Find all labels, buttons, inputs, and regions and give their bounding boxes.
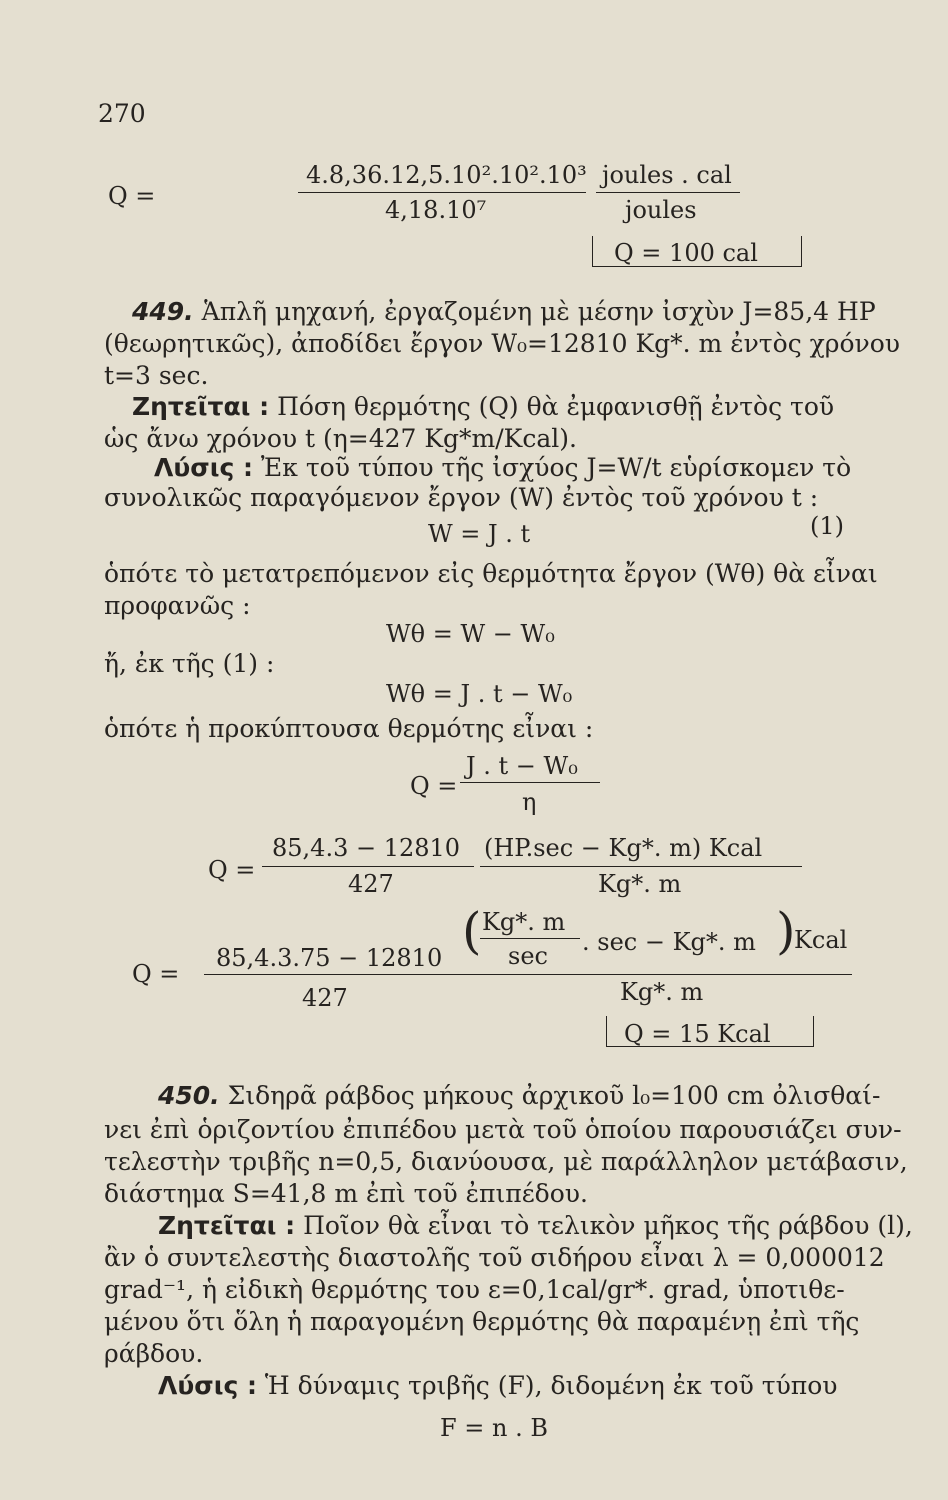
text-a-line-1: ὁπότε τὸ μετατρεπόμενον εἰς θερμότητα ἔργον (Wθ) θὰ εἶναι [104, 559, 878, 588]
equation-1: W = J . t [428, 520, 531, 548]
zitite-449-line-1 [132, 393, 834, 420]
problem-450-line-2: νει ἐπὶ ὁριζοντίου ἐπιπέδου μετὰ τοῦ ὁποίου παρουσιάζει συν- [104, 1115, 902, 1144]
text-c: ὁπότε ἡ προκύπτουσα θερμότης εἶναι : [104, 714, 594, 743]
zitite-450-text: Ποῖον θὰ εἶναι τὸ τελικὸν μῆκος τῆς ράβδου (l), [303, 1211, 913, 1240]
lysis-449-line-1 [154, 454, 851, 481]
zitite-449-text: Πόση θερμότης (Q) θὰ ἐμφανισθῇ ἐντὸς τοῦ [277, 392, 835, 421]
equation-5-unit-numerator: (HP.sec − Kg*. m) Kcal [484, 834, 763, 862]
zitite-450-line-1 [158, 1212, 913, 1239]
equation-6-right-paren: ) [776, 902, 796, 960]
lysis-label-450: Λύσις : [158, 1371, 257, 1400]
top-calc-numerator: 4.8,36.12,5.10².10².10³ [306, 161, 587, 189]
problem-449-text: Ἁπλῆ μηχανή, ἐργαζομένη μὲ μέσην ἰσχὺν J=85,4 HP [201, 297, 876, 326]
equation-5-lhs: Q = [208, 856, 256, 884]
zitite-450-line-5: ράβδου. [104, 1339, 204, 1368]
zitite-450-line-2: ἂν ὁ συντελεστὴς διαστολῆς τοῦ σιδήρου εἶναι λ = 0,000012 [104, 1243, 885, 1272]
lysis-450-line [158, 1372, 837, 1399]
equation-6-inner-numerator: Kg*. m [482, 908, 566, 936]
equation-4-lhs: Q = [410, 772, 458, 800]
result-100-cal: Q = 100 cal [614, 239, 758, 267]
equation-6-inner-bar [480, 938, 580, 939]
equation-4-bar [460, 782, 600, 783]
equation-5-unit-bar [480, 866, 802, 867]
equation-6-inner-denominator: sec [508, 942, 548, 970]
top-calc-unit-bar [596, 192, 740, 193]
top-calc-lhs: Q = [108, 182, 156, 210]
problem-450-line-3: τελεστὴν τριβῆς n=0,5, διανύουσα, μὲ παράλληλον μετάβασιν, [104, 1147, 908, 1176]
zitite-450-line-3: grad⁻¹, ἡ εἰδικὴ θερμότης του ε=0,1cal/gr*. grad, ὑποτιθε- [104, 1275, 845, 1304]
problem-450-line-1 [158, 1082, 880, 1109]
lysis-450-text: Ἡ δύναμις τριβῆς (F), διδομένη ἐκ τοῦ τύπου [264, 1371, 838, 1400]
zitite-450-line-4: μένου ὅτι ὅλη ἡ παραγομένη θερμότης θὰ παραμένῃ ἐπὶ τῆς [104, 1307, 860, 1336]
problem-449-line-3: t=3 sec. [104, 361, 209, 390]
equation-4-denominator: η [522, 788, 537, 816]
equation-6-numerator: 85,4.3.75 − 12810 [216, 944, 443, 972]
equation-6-rest: . sec − Kg*. m [582, 928, 756, 956]
equation-6-lhs: Q = [132, 960, 180, 988]
zitite-449-line-2: ὡς ἄνω χρόνου t (η=427 Kg*m/Kcal). [104, 424, 577, 453]
equation-5-denominator: 427 [348, 870, 394, 898]
equation-2: Wθ = W − W₀ [386, 620, 555, 648]
top-calc-unit-numerator: joules . cal [602, 161, 732, 189]
top-calc-fraction-bar [298, 192, 586, 193]
problem-450-number: 450. [158, 1081, 220, 1110]
equation-friction: F = n . B [440, 1414, 548, 1442]
equation-3: Wθ = J . t − W₀ [386, 680, 573, 708]
equation-1-tag: (1) [810, 512, 844, 540]
equation-6-bar [204, 974, 852, 975]
lysis-449-line-2: συνολικῶς παραγόμενον ἔργον (W) ἐντὸς τοῦ χρόνου t : [104, 483, 819, 512]
result-15-kcal: Q = 15 Kcal [624, 1020, 771, 1048]
text-b: ἤ, ἐκ τῆς (1) : [104, 649, 275, 678]
zitite-label: Ζητεῖται : [132, 392, 270, 421]
top-calc-denominator: 4,18.10⁷ [385, 196, 487, 224]
problem-449-line-1 [132, 298, 876, 325]
equation-5-unit-denominator: Kg*. m [598, 870, 682, 898]
equation-6-kcal: Kcal [794, 926, 848, 954]
text-a-line-2: προφανῶς : [104, 591, 251, 620]
lysis-449-text: Ἐκ τοῦ τύπου τῆς ἰσχύος J=W/t εὑρίσκομεν τὸ [260, 453, 852, 482]
problem-449-number: 449. [132, 297, 194, 326]
problem-450-line-4: διάστημα S=41,8 m ἐπὶ τοῦ ἐπιπέδου. [104, 1179, 588, 1208]
page-number: 270 [98, 99, 146, 128]
top-calc-unit-denominator: joules [625, 196, 697, 224]
problem-449-line-2: (θεωρητικῶς), ἀποδίδει ἔργον W₀=12810 Kg*. m ἐντὸς χρόνου [104, 329, 900, 358]
equation-5-bar [262, 866, 474, 867]
equation-4-numerator: J . t − W₀ [466, 752, 578, 780]
equation-5-numerator: 85,4.3 − 12810 [272, 834, 461, 862]
equation-6-denominator: 427 [302, 984, 348, 1012]
lysis-label: Λύσις : [154, 453, 253, 482]
zitite-label-450: Ζητεῖται : [158, 1211, 296, 1240]
equation-6-left-paren: ( [462, 902, 482, 960]
problem-450-text: Σιδηρᾶ ράβδος μήκους ἀρχικοῦ l₀=100 cm ὀλισθαί- [227, 1081, 881, 1110]
equation-6-unit-denominator: Kg*. m [620, 978, 704, 1006]
